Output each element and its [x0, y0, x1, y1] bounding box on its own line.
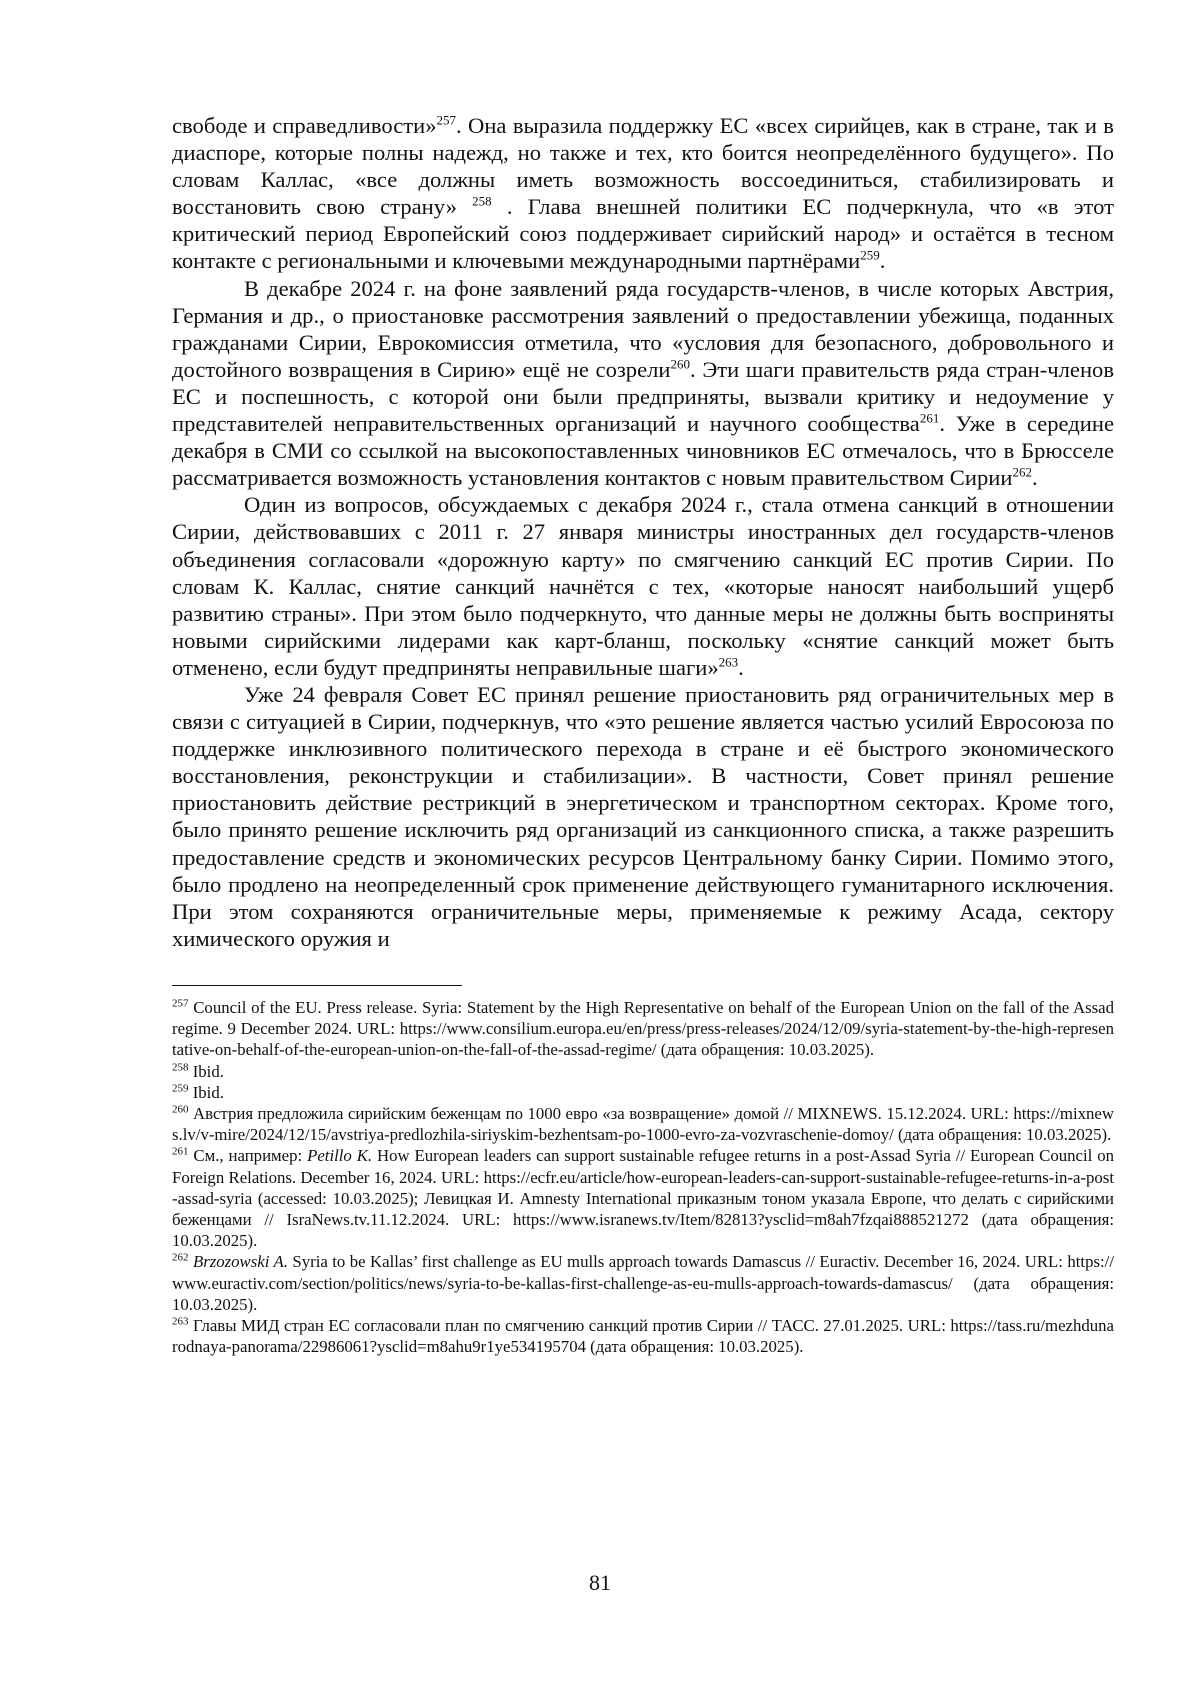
text-run: (дата обращения: 10.03.2025). — [172, 1273, 1114, 1314]
body-paragraph — [172, 491, 1114, 681]
text-run: Ibid. — [188, 1082, 224, 1102]
text-run: Syria to be Kallas’ first challenge as EU mulls approach towards Damascus // Euractiv. December 16, 2024. URL: — [287, 1252, 1068, 1272]
text-run: . Эти шаги правительств ряда стран-членов ЕС и поспешность, с которой они были предприняты, вызвали критику и недоумение у представителей неправительственных организаций и научного сообщества — [172, 356, 1114, 437]
body-paragraph — [172, 681, 1114, 952]
text-run: (дата обращения: 10.03.2025). — [172, 1209, 1115, 1251]
footnote-number: 261 — [172, 1145, 189, 1158]
footnote-ref[interactable]: 257 — [436, 112, 457, 128]
text-run: В декабре 2024 г. на фоне заявлений ряда государств-членов, в числе которых Австрия, Германия и др., о приостановке рассмотрения заявлений о предоставлении убежища, поданных гражданами Сирии, Еврокомиссия отметила, что «условия для безопасного, добровольного и достойного возвращения в Сирию» ещё не созрели — [172, 275, 1114, 382]
text-run: Council of the EU. Press release. Syria: Statement by the High Representative on behalf of the European Union on the fall of the Assad regime. 9 December 2024. URL: — [172, 997, 1114, 1039]
footnote-number: 262 — [172, 1251, 189, 1264]
text-run: См., например: — [188, 1146, 308, 1166]
page-number: 81 — [589, 1570, 611, 1595]
footnote-ref[interactable]: 262 — [1012, 464, 1032, 480]
page-content — [172, 112, 1114, 1357]
text-run: (дата обращения: 10.03.2025). — [893, 1125, 1112, 1145]
footnote-url[interactable]: https://www.consilium.europa.eu/en/press/press-releases/2024/12/09/syria-statement-by-the-high-representative-on-behalf-of-the-european-union-on-the-fall-of-the-assad-regime/ — [172, 1019, 1114, 1060]
text-run: Австрия предложила сирийским беженцам по 1000 евро «за возвращение» домой // MIXNEWS. 15.12.2024. URL: — [188, 1103, 1014, 1123]
text-run: . — [879, 248, 886, 274]
footnote-ref[interactable]: 261 — [919, 410, 940, 426]
footnote-url[interactable]: https://www.isranews.tv/Item/82813?ysclid=m8ah7fzqai888521272 — [513, 1209, 969, 1229]
body-paragraph — [172, 112, 1114, 275]
footnote — [172, 1315, 1114, 1357]
author-name: Petillo K. — [307, 1146, 373, 1166]
footnote-url[interactable]: https://tass.ru/mezhdunarodnaya-panorama/22986061?ysclid=m8ahu9r1ye534195704 — [172, 1315, 1114, 1357]
footnote — [172, 1061, 1114, 1082]
footnote-ref[interactable]: 259 — [860, 247, 880, 263]
body-paragraph — [172, 275, 1114, 492]
footnote — [172, 997, 1114, 1061]
footnote-number: 257 — [172, 997, 189, 1010]
text-run: (дата обращения: 10.03.2025). — [585, 1337, 804, 1357]
footnote — [172, 1082, 1114, 1103]
author-name: Brzozowski A. — [192, 1252, 288, 1272]
text-run: . Глава внешней политики ЕС подчеркнула, что «в этот критический период Европейский союз поддерживает сирийский народ» и остаётся в тесном контакте с региональными и ключевыми международными партнёрами — [172, 194, 1114, 274]
text-run: . Она выразила поддержку ЕС «всех сирийцев, как в стране, так и в диаспоре, которые полны надежд, но также и тех, кто боится неопределённого будущего». По словам Каллас, «все должны иметь возможность воссоединиться, стабилизировать и восстановить свою страну» — [172, 113, 1114, 220]
footnote-ref[interactable]: 260 — [670, 356, 690, 372]
footnote-separator — [172, 985, 462, 986]
footnotes — [172, 997, 1114, 1357]
body-text — [172, 112, 1114, 952]
footnote — [172, 1103, 1114, 1145]
footnote-url[interactable]: https://mixnews.lv/v-mire/2024/12/15/avstriya-predlozhila-siriyskim-bezhentsam-po-1000-evro-za-vozvraschenie-domoy/ — [172, 1103, 1114, 1145]
text-run: . — [738, 654, 744, 680]
footnote-number: 259 — [172, 1082, 189, 1095]
footnote-number: 258 — [172, 1060, 189, 1073]
text-run: Ibid. — [188, 1061, 224, 1081]
footnote-number: 263 — [172, 1315, 189, 1328]
footnote — [172, 1251, 1114, 1315]
text-run: Один из вопросов, обсуждаемых с декабря 2024 г., стала отмена санкций в отношении Сирии, действовавших с 2011 г. 27 января министры иностранных дел государств-членов объединения согласовали «дорожную карту» по смягчению санкций ЕС против Сирии. По словам К. Каллас, снятие санкций начнётся с тех, «которые наносят наибольший ущерб развитию страны». При этом было подчеркнуто, что данные меры не должны быть восприняты новыми сирийскими лидерами как карт-бланш, поскольку «снятие санкций может быть отменено, если будут предприняты неправильные шаги» — [172, 492, 1114, 680]
text-run: How European leaders can support sustainable refugee returns in a post-Assad Syria // European Council on Foreign Relations. December 16, 2024. URL: — [172, 1146, 1114, 1187]
text-run: . Уже в середине декабря в СМИ со ссылкой на высокопоставленных чиновников ЕС отмечалось, что в Брюсселе рассматривается возможность установления контактов с новым правительством Сирии — [172, 411, 1114, 491]
footnote-url[interactable]: https://www.euractiv.com/section/politics/news/syria-to-be-kallas-first-challenge-as-eu-mulls-approach-towards-damascus/ — [172, 1252, 1114, 1293]
footnote-number: 260 — [172, 1103, 189, 1116]
footnote-ref[interactable]: 258 — [472, 193, 492, 209]
text-run: свободе и справедливости» — [172, 113, 437, 138]
footnote-url[interactable]: https://ecfr.eu/article/how-european-leaders-can-support-sustainable-refugee-returns-in-a-post-assad-syria — [172, 1167, 1114, 1208]
text-run: . — [1031, 465, 1038, 491]
text-run: Уже 24 февраля Совет ЕС принял решение приостановить ряд ограничительных мер в связи с ситуацией в Сирии, подчеркнув, что «это решение является частью усилий Евросоюза по поддержке инклюзивного политического перехода в стране и её быстрого экономического восстановления, реконструкции и стабилизации». В частности, Совет принял решение приостановить действие рестрикций в энергетическом и транспортном секторах. Кроме того, было принято решение исключить ряд организаций из санкционного списка, а также разрешить предоставление средств и экономических ресурсов Центральному банку Сирии. Помимо этого, было продлено на неопределенный срок применение действующего гуманитарного исключения. При этом сохраняются ограничительные меры, применяемые к режиму Асада, сектору химического оружия и — [172, 681, 1114, 951]
text-run: (accessed: 10.03.2025); Левицкая И. Amnesty International приказным тоном указала Европе, что делать с сирийскими беженцами // IsraNews.tv.11.12.2024. URL: — [172, 1188, 1114, 1229]
footnote-ref[interactable]: 263 — [718, 654, 739, 670]
text-run: Главы МИД стран ЕС согласовали план по смягчению санкций против Сирии // ТАСС. 27.01.2025. URL: — [188, 1315, 951, 1335]
footnote — [172, 1145, 1114, 1251]
text-run: (дата обращения: 10.03.2025). — [656, 1040, 875, 1060]
